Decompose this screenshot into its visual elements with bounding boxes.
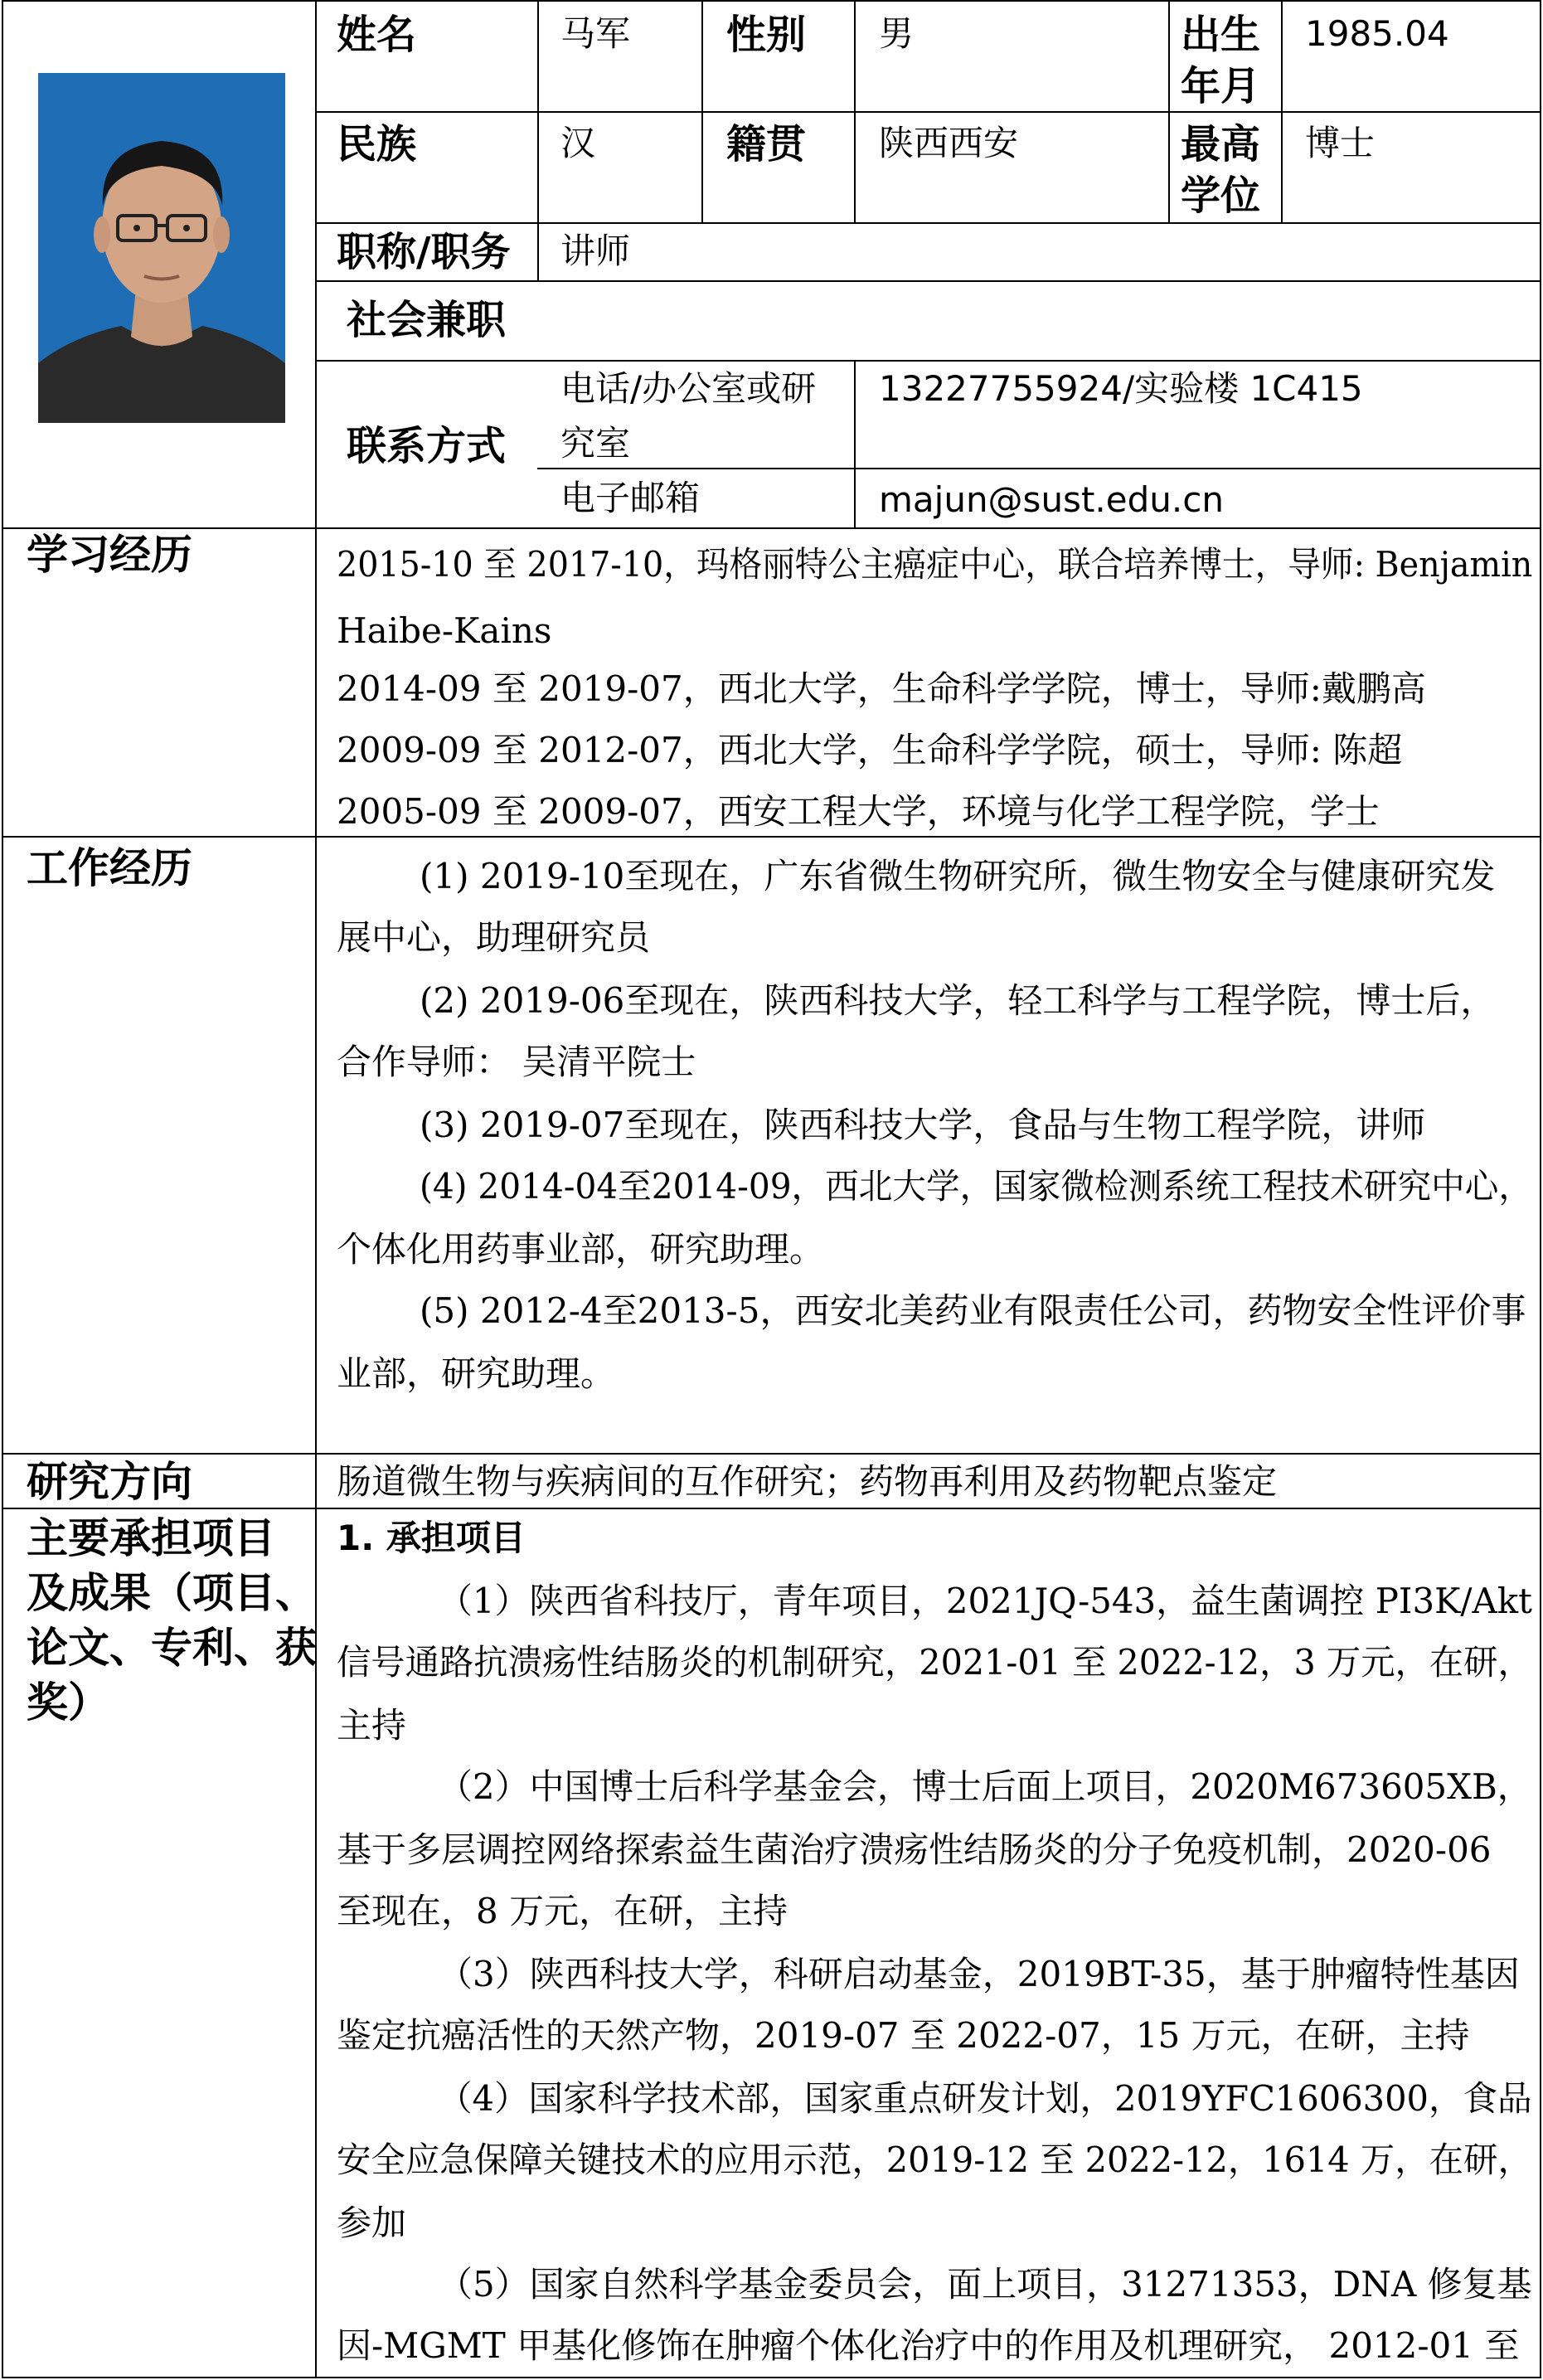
birth-label-line2: 年月 bbox=[1181, 63, 1261, 109]
project-line: 基于多层调控网络探索益生菌治疗溃疡性结肠炎的分子免疫机制，2020-06 bbox=[337, 1829, 1492, 1870]
projects-heading: 1. 承担项目 bbox=[337, 1518, 526, 1558]
project-line: （4）国家科学技术部，国家重点研发计划，2019YFC1606300，食品 bbox=[438, 2078, 1532, 2119]
degree-value: 博士 bbox=[1305, 123, 1376, 163]
project-line: 因-MGMT 甲基化修饰在肿瘤个体化治疗中的作用及机理研究， 2012-01 至 bbox=[337, 2325, 1520, 2366]
gender-value: 男 bbox=[879, 13, 915, 54]
phone-label-line1: 电话/办公室或研 bbox=[560, 368, 817, 409]
project-line: （2）中国博士后科学基金会，博士后面上项目，2020M673605XB， bbox=[438, 1766, 1532, 1807]
project-line: （1）陕西省科技厅，青年项目，2021JQ-543，益生菌调控 PI3K/Akt bbox=[438, 1581, 1532, 1621]
name-value: 马军 bbox=[560, 13, 631, 54]
projects-label-line: 论文、专利、获 bbox=[27, 1624, 317, 1672]
ethnicity-value: 汉 bbox=[560, 123, 596, 163]
projects-label-line: 主要承担项目 bbox=[27, 1514, 275, 1562]
work-label: 工作经历 bbox=[27, 844, 192, 892]
table-border-left bbox=[2, 0, 3, 2378]
research-label: 研究方向 bbox=[27, 1458, 192, 1506]
projects-label-line: 奖） bbox=[27, 1678, 109, 1727]
project-line: （3）陕西科技大学，科研启动基金，2019BT-35，基于肿瘤特性基因 bbox=[438, 1954, 1520, 1994]
work-line: (5) 2012-4至2013-5，西安北美药业有限责任公司，药物安全性评价事 bbox=[420, 1290, 1526, 1331]
project-line: 主持 bbox=[337, 1705, 407, 1746]
work-line: (3) 2019-07至现在，陕西科技大学，食品与生物工程学院，讲师 bbox=[420, 1105, 1426, 1145]
origin-value: 陕西西安 bbox=[879, 123, 1019, 163]
work-line: 个体化用药事业部，研究助理。 bbox=[337, 1229, 825, 1270]
person-portrait-icon bbox=[38, 73, 285, 423]
birth-value: 1985.04 bbox=[1305, 13, 1449, 54]
title-label: 职称/职务 bbox=[337, 229, 511, 275]
education-line: 2014-09 至 2019-07，西北大学，生命科学学院，博士，导师:戴鹏高 bbox=[337, 668, 1426, 709]
table-border-right bbox=[1540, 0, 1541, 2378]
education-line: 2009-09 至 2012-07，西北大学，生命科学学院，硕士，导师: 陈超 bbox=[337, 730, 1403, 770]
education-line: Haibe-Kains bbox=[337, 610, 552, 651]
ethnicity-label: 民族 bbox=[337, 121, 417, 168]
birth-label-line1: 出生 bbox=[1181, 12, 1261, 58]
project-line: （5）国家自然科学基金委员会，面上项目，31271353，DNA 修复基 bbox=[438, 2264, 1532, 2305]
gender-label: 性别 bbox=[726, 12, 807, 58]
project-line: 鉴定抗癌活性的天然产物，2019-07 至 2022-07，15 万元，在研，主持 bbox=[337, 2015, 1470, 2056]
email-value: majun@sust.edu.cn bbox=[879, 479, 1224, 520]
projects-label-line: 及成果（项目、 bbox=[27, 1569, 317, 1617]
research-value: 肠道微生物与疾病间的互作研究；药物再利用及药物靶点鉴定 bbox=[337, 1461, 1278, 1502]
work-line: (2) 2019-06至现在，陕西科技大学，轻工科学与工程学院，博士后， bbox=[420, 980, 1496, 1021]
name-label: 姓名 bbox=[337, 12, 417, 58]
work-line: (1) 2019-10至现在，广东省微生物研究所，微生物安全与健康研究发 bbox=[420, 856, 1496, 896]
work-line: 合作导师： 吴清平院士 bbox=[337, 1042, 696, 1082]
phone-label-line2: 究室 bbox=[560, 423, 631, 464]
table-border-top bbox=[2, 0, 1541, 2]
project-line: 信号通路抗溃疡性结肠炎的机制研究，2021-01 至 2022-12，3 万元，在研， bbox=[337, 1642, 1532, 1683]
project-line: 安全应急保障关键技术的应用示范，2019-12 至 2022-12，1614 万，在研， bbox=[337, 2140, 1532, 2180]
degree-label-line1: 最高 bbox=[1181, 121, 1261, 168]
table-border-bottom bbox=[2, 2377, 1541, 2378]
social-label: 社会兼职 bbox=[347, 297, 507, 343]
phone-value: 13227755924/实验楼 1C415 bbox=[879, 368, 1363, 409]
project-line: 参加 bbox=[337, 2203, 407, 2243]
profile-photo bbox=[38, 73, 285, 423]
email-label: 电子邮箱 bbox=[560, 478, 701, 518]
project-line: 至现在，8 万元，在研，主持 bbox=[337, 1891, 788, 1931]
education-label: 学习经历 bbox=[27, 531, 192, 579]
education-line: 2005-09 至 2009-07，西安工程大学，环境与化学工程学院，学士 bbox=[337, 791, 1380, 832]
column-divider bbox=[315, 0, 317, 2378]
education-line: 2015-10 至 2017-10，玛格丽特公主癌症中心，联合培养博士，导师: Benjamin bbox=[337, 544, 1533, 585]
degree-label-line2: 学位 bbox=[1181, 172, 1261, 219]
work-line: 展中心，助理研究员 bbox=[337, 917, 651, 958]
contact-label: 联系方式 bbox=[347, 423, 507, 469]
title-value: 讲师 bbox=[560, 231, 631, 271]
work-line: 业部，研究助理。 bbox=[337, 1353, 616, 1394]
work-line: (4) 2014-04至2014-09，西北大学，国家微检测系统工程技术研究中心， bbox=[420, 1166, 1532, 1207]
origin-label: 籍贯 bbox=[726, 121, 807, 168]
